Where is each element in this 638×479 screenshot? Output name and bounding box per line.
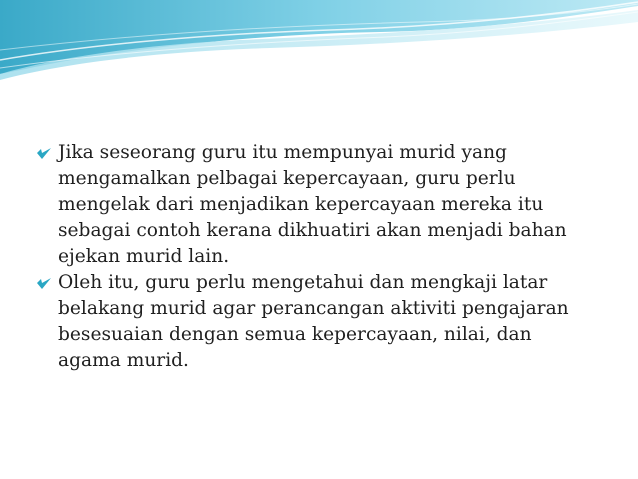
content-area xyxy=(34,140,614,374)
bullet-item xyxy=(34,140,614,270)
bullet-line: Oleh itu, guru perlu mengetahui dan mengkaji latar xyxy=(58,272,548,293)
bullet-item xyxy=(34,270,614,374)
wave-banner xyxy=(0,0,638,80)
bullet-line: mengamalkan pelbagai kepercayaan, guru perlu xyxy=(58,168,516,189)
bullet-line: Jika seseorang guru itu mempunyai murid yang xyxy=(58,142,507,163)
bullet-line: ejekan murid lain. xyxy=(58,246,230,267)
bullet-line: besesuaian dengan semua kepercayaan, nilai, dan xyxy=(58,324,532,345)
check-arrow-icon xyxy=(36,146,52,160)
bullet-line: belakang murid agar perancangan aktiviti pengajaran xyxy=(58,298,569,319)
bullet-line: sebagai contoh kerana dikhuatiri akan menjadi bahan xyxy=(58,220,567,241)
bullet-line: mengelak dari menjadikan kepercayaan mereka itu xyxy=(58,194,544,215)
bullet-line: agama murid. xyxy=(58,350,189,371)
check-arrow-icon xyxy=(36,276,52,290)
